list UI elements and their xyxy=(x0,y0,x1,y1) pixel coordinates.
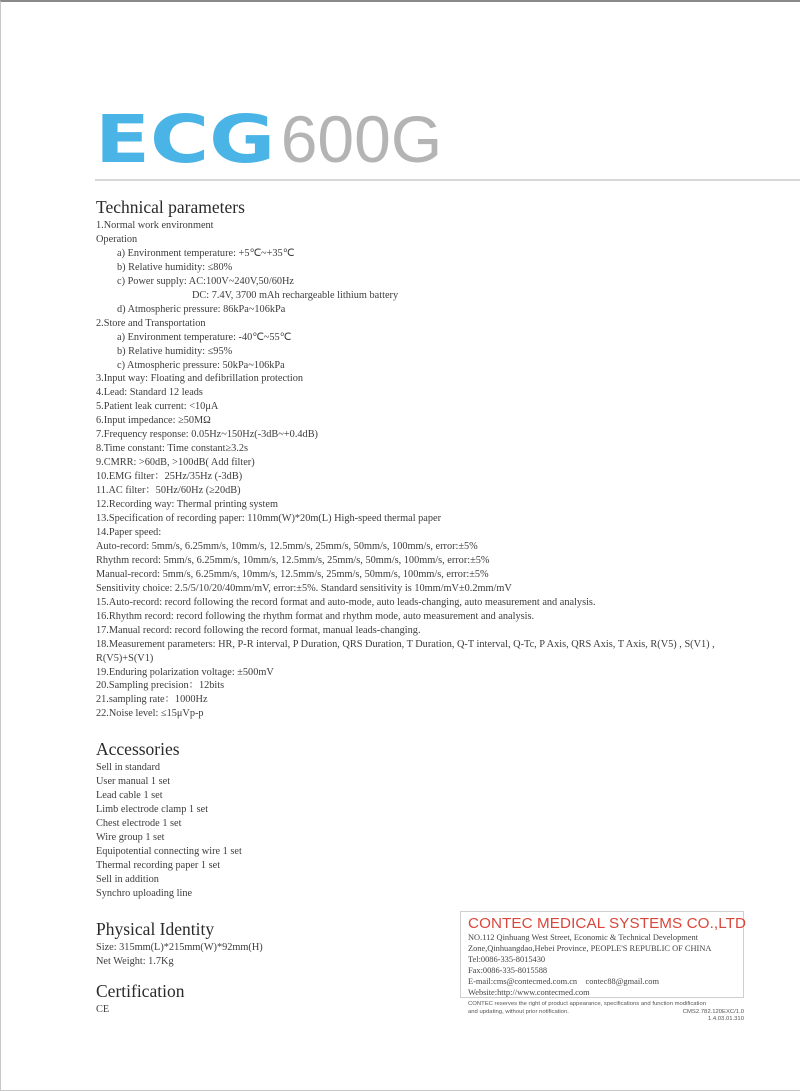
accessory-item: User manual 1 set xyxy=(96,776,171,788)
telephone: Tel:0086-335-8015430 xyxy=(468,954,546,964)
technical-parameter-line: 6.Input impedance: ≥50MΩ xyxy=(96,415,211,427)
email: E-mail:cms@contecmed.com.cn contec88@gmail.com xyxy=(468,976,660,986)
technical-parameter-line: Auto-record: 5mm/s, 6.25mm/s, 10mm/s, 12.5mm/s, 25mm/s, 50mm/s, 100mm/s, error:±5% xyxy=(96,540,478,552)
technical-parameter-line: Rhythm record: 5mm/s, 6.25mm/s, 10mm/s, 12.5mm/s, 25mm/s, 50mm/s, 100mm/s, error:±5% xyxy=(96,554,490,566)
website: Website:http://www.contecmed.com xyxy=(468,987,590,997)
accessory-item: Wire group 1 set xyxy=(96,832,165,844)
accessory-item: Synchro uploading line xyxy=(96,887,193,899)
accessory-item: Chest electrode 1 set xyxy=(96,818,182,830)
technical-parameter-line: c) Power supply: AC:100V~240V,50/60Hz xyxy=(117,275,294,287)
technical-parameter-line: d) Atmospheric pressure: 86kPa~106kPa xyxy=(117,303,286,315)
spec-content xyxy=(96,196,786,901)
technical-parameter-line: a) Environment temperature: +5℃~+35℃ xyxy=(117,247,295,259)
technical-parameters-list xyxy=(96,219,786,721)
accessory-item: Sell in standard xyxy=(96,762,161,774)
product-title-model: 600G xyxy=(280,102,443,176)
technical-parameter-line: 19.Enduring polarization voltage: ±500mV xyxy=(96,666,274,678)
technical-parameter-line: 13.Specification of recording paper: 110mm(W)*20m(L) High-speed thermal paper xyxy=(96,513,442,525)
address-line-1: NO.112 Qinhuang West Street, Economic & Technical Development xyxy=(468,933,699,942)
technical-parameter-line: 10.EMG filter：25Hz/35Hz (-3dB) xyxy=(96,471,243,483)
technical-parameter-line: 7.Frequency response: 0.05Hz~150Hz(-3dB~+0.4dB) xyxy=(96,429,318,441)
product-title xyxy=(95,101,443,178)
technical-parameter-line: 5.Patient leak current: <10μA xyxy=(96,401,219,413)
physical-weight: Net Weight: 1.7Kg xyxy=(96,955,174,967)
technical-parameter-line: a) Environment temperature: -40℃~55℃ xyxy=(117,331,292,343)
contact-box xyxy=(460,911,747,998)
accessory-item: Lead cable 1 set xyxy=(96,790,163,802)
document-codes xyxy=(683,1009,744,1024)
physical-identity-heading: Physical Identity xyxy=(96,919,215,939)
title-divider xyxy=(95,179,800,181)
certification-section xyxy=(96,980,184,1017)
technical-parameter-line: 16.Rhythm record: record following the rhythm format and rhythm mode, auto measurement and analysis. xyxy=(96,610,535,622)
technical-parameter-line: 11.AC filter：50Hz/60Hz (≥20dB) xyxy=(96,485,241,497)
physical-size: Size: 315mm(L)*215mm(W)*92mm(H) xyxy=(96,942,263,953)
technical-parameter-line: 2.Store and Transportation xyxy=(96,317,206,329)
technical-parameter-line: Sensitivity choice: 2.5/5/10/20/40mm/mV, error:±5%. Standard sensitivity is 10mm/mV±0.2mm/mV xyxy=(96,582,512,594)
technical-parameter-line: c) Atmospheric pressure: 50kPa~106kPa xyxy=(117,359,285,371)
disclaimer-line-2: and updating, without prior notification. xyxy=(468,1008,569,1015)
technical-parameter-line: 3.Input way: Floating and defibrillation protection xyxy=(96,373,304,385)
technical-parameter-line: 21.sampling rate：1000Hz xyxy=(96,694,208,706)
technical-parameter-line: R(V5)+S(V1) xyxy=(96,652,154,664)
technical-parameter-line: Manual-record: 5mm/s, 6.25mm/s, 10mm/s, 12.5mm/s, 25mm/s, 50mm/s, 100mm/s, error:±5% xyxy=(96,568,489,580)
accessory-item: Sell in addition xyxy=(96,873,159,885)
fax: Fax:0086-335-8015588 xyxy=(468,965,548,975)
accessory-item: Thermal recording paper 1 set xyxy=(96,859,221,871)
accessory-item: Limb electrode clamp 1 set xyxy=(96,804,209,816)
product-title-ecg: ECG xyxy=(95,101,276,178)
technical-parameter-line: 14.Paper speed: xyxy=(96,526,162,538)
technical-parameter-line: 18.Measurement parameters: HR, P-R interval, P Duration, QRS Duration, T Duration, Q-T interval, Q-Tc, P Axis, QRS Axis, T Axis, R(V5) , S(V1) , xyxy=(96,638,715,650)
technical-parameter-line: DC: 7.4V, 3700 mAh rechargeable lithium battery xyxy=(192,289,399,301)
technical-parameters-heading: Technical parameters xyxy=(96,197,245,217)
technical-parameter-line: 12.Recording way: Thermal printing system xyxy=(96,499,278,511)
technical-parameter-line: 22.Noise level: ≤15μVp-p xyxy=(96,708,204,720)
physical-identity-section xyxy=(96,918,263,969)
technical-parameter-line: 4.Lead: Standard 12 leads xyxy=(96,387,203,399)
technical-parameter-line: Operation xyxy=(96,233,138,245)
accessory-item: Equipotential connecting wire 1 set xyxy=(96,846,242,858)
technical-parameter-line: 1.Normal work environment xyxy=(96,220,214,231)
document-code-2: 1.4.03.01.310 xyxy=(707,1016,744,1023)
technical-parameter-line: b) Relative humidity: ≤80% xyxy=(117,261,233,273)
technical-parameter-line: b) Relative humidity: ≤95% xyxy=(117,345,233,357)
technical-parameter-line: 15.Auto-record: record following the record format and auto-mode, auto leads-changing, auto measurement and analysis. xyxy=(96,596,596,608)
address-line-2: Zone,Qinhuangdao,Hebei Province, PEOPLE'S REPUBLIC OF CHINA xyxy=(468,943,712,953)
certification-value: CE xyxy=(96,1004,110,1015)
technical-parameter-line: 17.Manual record: record following the record format, manual leads-changing. xyxy=(96,624,421,636)
certification-heading: Certification xyxy=(96,981,185,1001)
accessories-list xyxy=(96,761,786,901)
company-name: CONTEC MEDICAL SYSTEMS CO.,LTD xyxy=(468,915,747,932)
technical-parameter-line: 9.CMRR: >60dB, >100dB( Add filter) xyxy=(96,457,255,469)
technical-parameter-line: 20.Sampling precision：12bits xyxy=(96,680,225,692)
document-code-1: CMS2.782.120EXC/1.0 xyxy=(682,1008,744,1015)
accessories-heading: Accessories xyxy=(96,739,180,760)
disclaimer-line-1: CONTEC reserves the right of product appearance, specifications and function modification xyxy=(468,1001,707,1007)
technical-parameter-line: 8.Time constant: Time constant≥3.2s xyxy=(96,443,249,455)
disclaimer xyxy=(468,1001,744,1023)
